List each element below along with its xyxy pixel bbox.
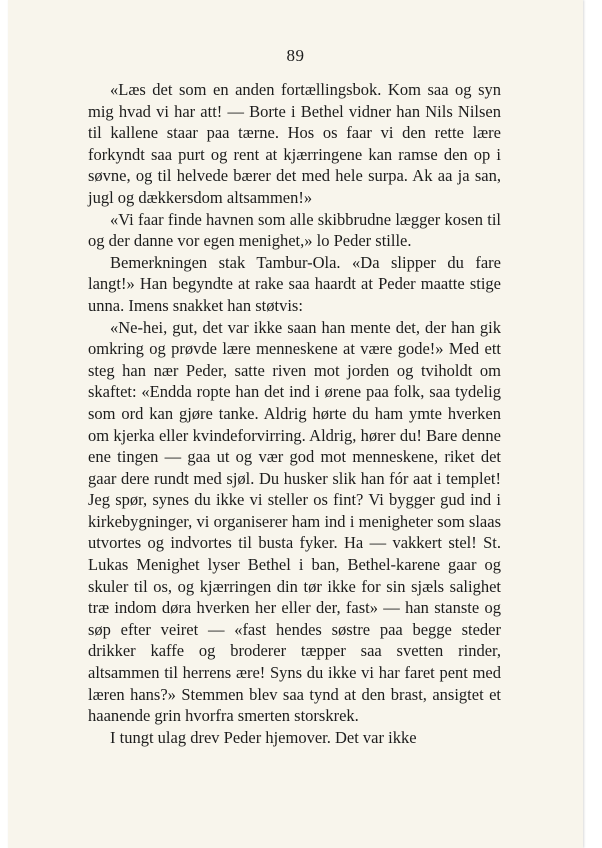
paragraph: I tungt ulag drev Peder hjemover. Det var ikke	[110, 727, 417, 747]
book-page	[8, 0, 583, 848]
paragraph: «Læs det som en anden fortællingsbok. Kom saa og syn mig hvad vi har att! — Borte i Bethel vidner han Nils Nilsen til kallene staar paa tærne. Hos os faar vi den rette lære forkyndt saa purt og rent at kjærringene kan ramse den op i søvne, og til helvede bærer det med hele surpa. Ak aa ja san, jugl og dækkersdom altsammen!»	[88, 80, 501, 207]
paragraph: Bemerkningen stak Tambur-Ola. «Da slipper du fare langt!» Han begyndte at rake saa haardt at Peder maatte stige unna. Imens snakket han støtvis:	[88, 252, 501, 315]
paragraph: «Ne-hei, gut, det var ikke saan han mente det, der han gik omkring og prøvde lære menneskene at være gode!» Med ett steg han nær Peder, satte riven mot jorden og tviholdt om skaftet: «Endda ropte han det ind i ørene paa folk, saa tydelig som ord kan gjøre tanke. Aldrig hørte du ham ymte hverken om kjerka eller kvindeforvirring. Aldrig, hører du! Bare denne ene tingen — gaa ut og vær god mot menneskene, riket det gaar dere rundt med sjøl. Du husker slik han fór aat i templet! Jeg spør, synes du ikke vi steller os fint? Vi bygger gud ind i kirkebygninger, vi organiserer ham ind i menigheter som slaas utvortes og indvortes til busta fyker. Ha — vakkert stel! St. Lukas Menighet lyser Bethel i ban, Bethel-karene gaar og skuler til os, og kjærringen din tør ikke for sin sjæls salighet træ indom døra hverken her eller der, fast» — han stanste og søp efter veiret — «fast hendes søstre paa begge steder drikker kaffe og broderer tæpper saa svetten rinder, altsammen til herrens ære! Syns du ikke vi har faret pent med læren hans?» Stemmen blev saa tynd at den brast, ansigtet et haanende grin hvorfra smerten storskrek.	[88, 317, 501, 726]
body-text	[88, 79, 501, 748]
paragraph: «Vi faar finde havnen som alle skibbrudne lægger kosen til og der danne vor egen menighet,» lo Peder stille.	[88, 209, 501, 251]
page-number: 89	[286, 46, 305, 65]
